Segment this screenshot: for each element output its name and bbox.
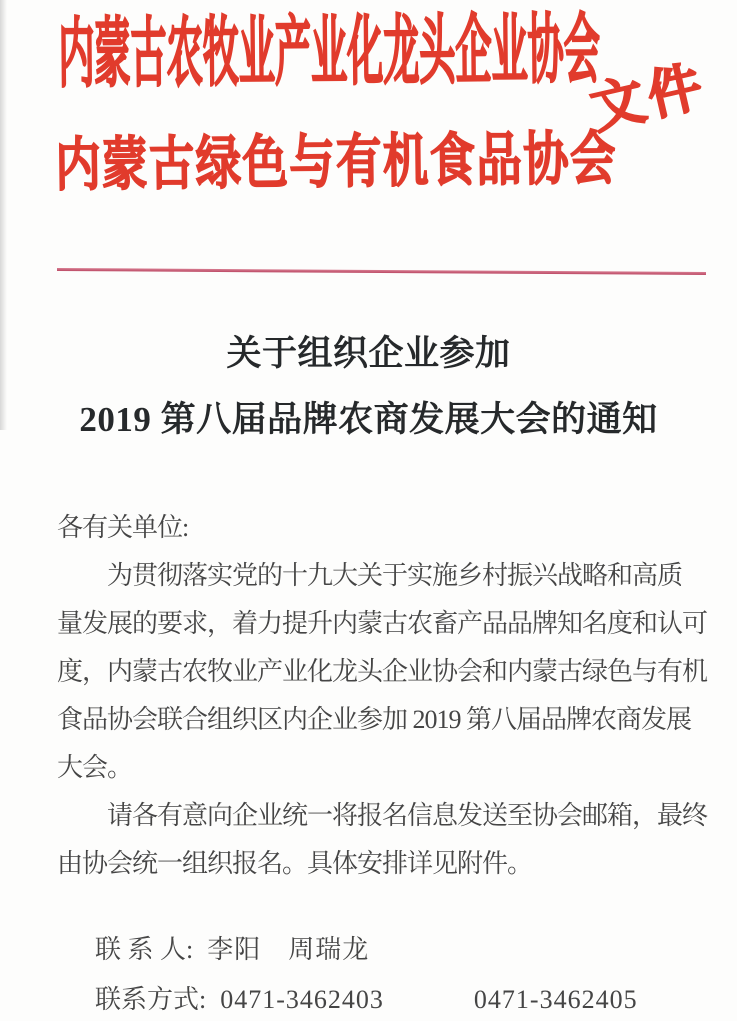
contact-phone-2: 0471-3462405 <box>473 985 638 1014</box>
red-divider-rule <box>57 268 706 275</box>
body-line-p1-5: 大会。 <box>57 753 133 782</box>
contact-person-label: 联 系 人: <box>95 935 194 964</box>
body-line-p1-2: 量发展的要求，着力提升内蒙古农畜产品品牌知名度和认可 <box>57 609 708 638</box>
contact-method-row <box>95 975 638 1021</box>
org-name-line-1: 内蒙古农牧业产业化龙头企业协会 <box>57 8 601 97</box>
body-line-p2-2: 由协会统一组织报名。具体安排详见附件。 <box>57 849 533 878</box>
doc-type-label: 文件 <box>585 55 712 141</box>
body-line-p2-1: 请各有意向企业统一将报名信息发送至协会邮箱，最终 <box>107 801 708 830</box>
notice-title-line-2: 2019 第八届品牌农商发展大会的通知 <box>79 400 658 439</box>
contact-phone-1: 0471-3462403 <box>220 985 384 1014</box>
notice-title-line-1: 关于组织企业参加 <box>226 334 511 373</box>
contact-person-names: 李阳 周瑞龙 <box>207 935 370 964</box>
org-name-line-2: 内蒙古绿色与有机食品协会 <box>54 126 618 198</box>
body-line-p1-1: 为贯彻落实党的十九大关于实施乡村振兴战略和高质 <box>107 561 683 590</box>
contact-method-label: 联系方式: <box>95 985 207 1014</box>
body-line-p1-4: 食品协会联合组织区内企业参加 2019 第八届品牌农商发展 <box>57 705 692 734</box>
notice-body <box>57 504 713 888</box>
contact-person-row <box>95 925 369 975</box>
body-line-p1-3: 度，内蒙古农牧业产业化龙头企业协会和内蒙古绿色与有机 <box>57 657 708 686</box>
salutation: 各有关单位: <box>57 513 189 542</box>
